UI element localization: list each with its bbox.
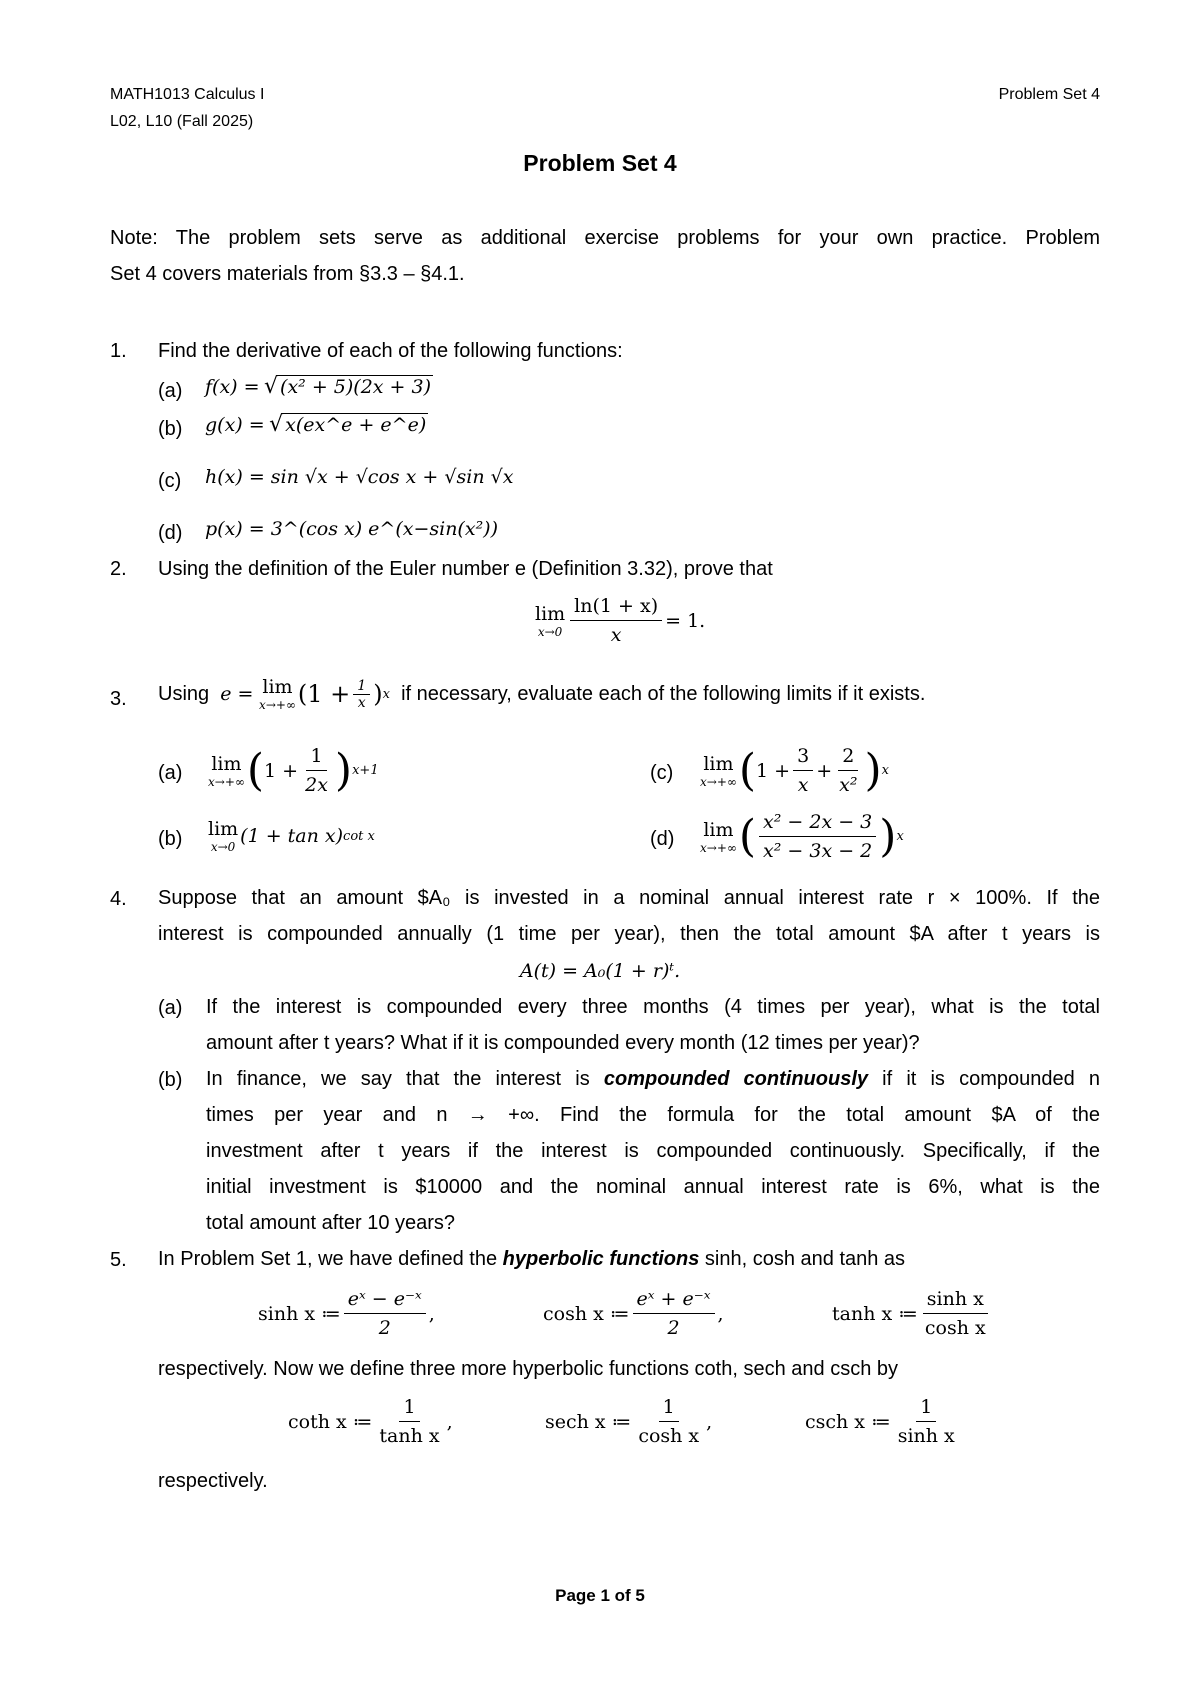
problem-2-stem: Using the definition of the Euler number e (Definition 3.32), prove that <box>158 558 773 580</box>
problem-3b-expression: lim x→0 (1 + tan x) cot x <box>208 818 375 854</box>
problem-5-stem: In Problem Set 1, we have defined the hyperbolic functions sinh, cosh and tanh as <box>158 1248 906 1270</box>
problem-3-stem: Using e = lim x→+∞ (1 + $\frac{1}{x}$ ) x if necessary, evaluate each of the following limits if it exists. <box>158 676 926 712</box>
problem-4b-line-2: times per year and n → +∞. Find the formula for the total amount $A of the <box>206 1104 1100 1126</box>
problem-4b-line-5: total amount after 10 years? <box>206 1212 456 1234</box>
course-title: MATH1013 Calculus I <box>110 86 265 103</box>
problem-3c-label: (c) <box>650 762 674 784</box>
problem-4b-line-3: investment after t years if the interest is compounded continuously. Specifically, if the <box>206 1140 1100 1162</box>
problem-2-formula: lim x→0 $\frac{\ln(1 + x)}{x}$ = 1. <box>535 592 705 649</box>
problem-2-number: 2. <box>110 558 127 580</box>
problem-4-line-1: Suppose that an amount $A₀ is invested in a nominal annual interest rate r × 100%. If the <box>158 887 1100 909</box>
problem-4a-line-1: If the interest is compounded every three months (4 times per year), what is the total <box>206 996 1100 1018</box>
problem-3d-expression: lim x→+∞ ( $\frac{\text{x² − 2x − 3}}{\text{x² − 3x − 2}}$ ) x <box>700 808 904 865</box>
note-line-1: Note: The problem sets serve as additional exercise problems for your own practice. Problem <box>110 227 1100 249</box>
problem-1d-label: (d) <box>158 522 183 544</box>
coth-definition: coth x ≔ $\frac{1}{\text{tanh x}}$ , <box>288 1393 453 1450</box>
problem-3a-label: (a) <box>158 762 183 784</box>
problem-1c-label: (c) <box>158 470 182 492</box>
problem-3d-label: (d) <box>650 828 675 850</box>
problem-4a-line-2: amount after t years? What if it is compounded every month (12 times per year)? <box>206 1032 920 1054</box>
csch-definition: csch x ≔ $\frac{1}{\text{sinh x}}$ <box>805 1393 962 1450</box>
problem-5-end: respectively. <box>158 1470 268 1492</box>
problem-1d-expression: p(x) = 3^(cos x) e^(x−sin(x²)) <box>205 518 499 540</box>
problem-1a-label: (a) <box>158 380 183 402</box>
tanh-definition: tanh x ≔ $\frac{\text{sinh x}}{\text{cosh x}}$ <box>832 1285 993 1342</box>
cosh-definition: cosh x ≔ $\frac{\text{eˣ + e⁻ˣ}}{2}$ , <box>543 1285 724 1342</box>
page-footer: Page 1 of 5 <box>555 1586 645 1605</box>
sinh-definition: sinh x ≔ $\frac{\text{eˣ − e⁻ˣ}}{2}$ , <box>258 1285 435 1342</box>
problem-3b-label: (b) <box>158 828 183 850</box>
problem-1c-expression: h(x) = sin √x + √cos x + √sin √x <box>205 466 514 488</box>
problem-4a-label: (a) <box>158 997 183 1019</box>
problem-1b-expression: g(x) = √ x(ex^e + e^e) <box>205 412 427 437</box>
problem-3-number: 3. <box>110 688 127 710</box>
problem-4b-line-4: initial investment is $10000 and the nominal annual interest rate is 6%, what is the <box>206 1176 1100 1198</box>
problem-3a-expression: lim x→+∞ ( 1 + $\frac{1}{2x}$ ) x+1 <box>208 742 379 799</box>
header-right-title: Problem Set 4 <box>998 86 1100 103</box>
problem-1a-expression: f(x) = √ (x² + 5)(2x + 3) <box>205 374 431 399</box>
problem-5-number: 5. <box>110 1249 127 1271</box>
problem-1-stem: Find the derivative of each of the following functions: <box>158 340 623 362</box>
problem-4-number: 4. <box>110 888 127 910</box>
problem-3c-expression: lim x→+∞ ( 1 + $\frac{3}{x}$ + $\frac{2}{\text{x²}}$ ) x <box>700 742 889 799</box>
problem-1b-label: (b) <box>158 418 183 440</box>
course-sections: L02, L10 (Fall 2025) <box>110 113 254 130</box>
problem-4b-label: (b) <box>158 1069 183 1091</box>
problem-1-number: 1. <box>110 340 127 362</box>
page-title: Problem Set 4 <box>523 150 677 176</box>
note-line-2: Set 4 covers materials from §3.3 – §4.1. <box>110 263 465 285</box>
sech-definition: sech x ≔ $\frac{1}{\text{cosh x}}$ , <box>545 1393 712 1450</box>
problem-4-line-2: interest is compounded annually (1 time per year), then the total amount $A after t years is <box>158 923 1100 945</box>
problem-5-middle: respectively. Now we define three more hyperbolic functions coth, sech and csch by <box>158 1358 898 1380</box>
problem-4b-line-1: In finance, we say that the interest is compounded continuously if it is compounded n <box>206 1068 1101 1090</box>
problem-4-formula: A(t) = A₀(1 + r)ᵗ. <box>519 960 681 982</box>
